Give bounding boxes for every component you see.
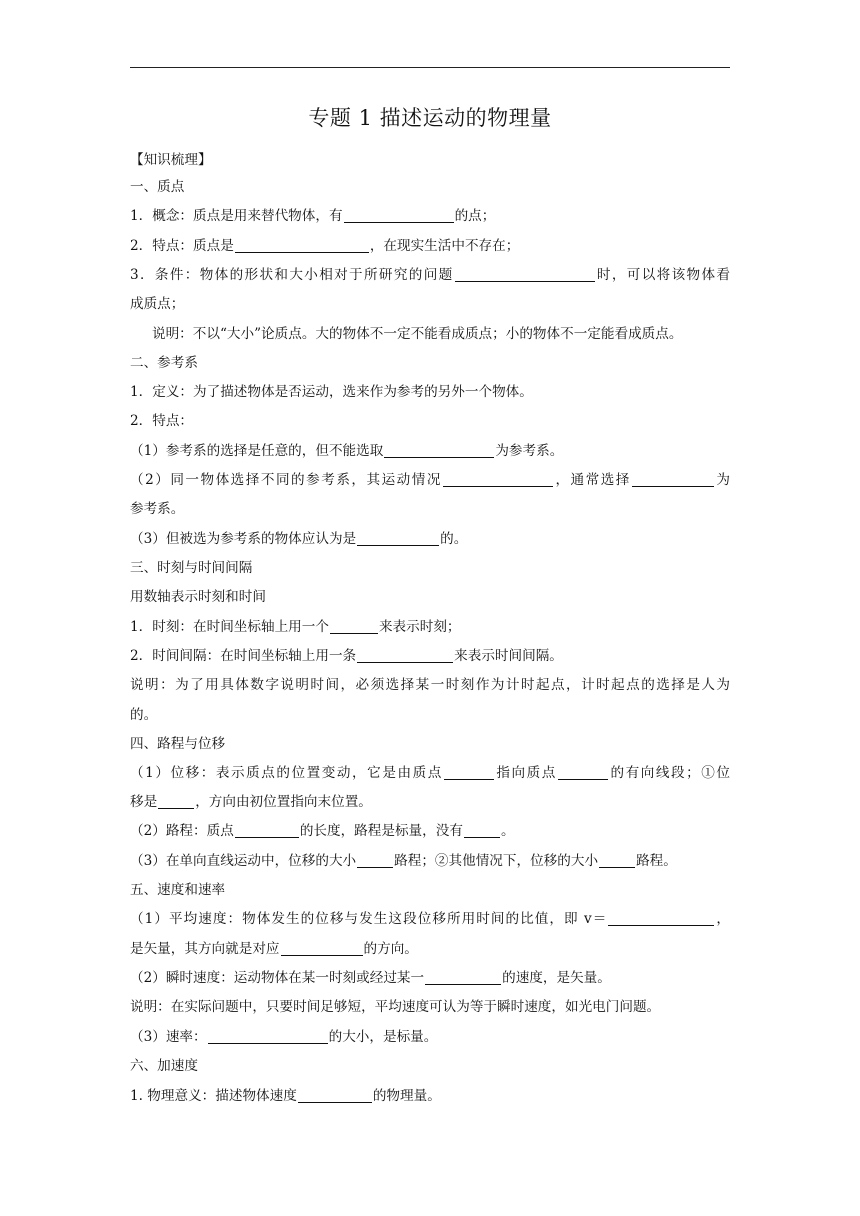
- text-line: 用数轴表示时刻和时间: [130, 589, 266, 605]
- text-line: [130, 470, 730, 490]
- text-segment: 是矢量，其方向就是对应: [130, 941, 280, 957]
- text-line: [130, 236, 730, 256]
- text-line: [130, 265, 730, 285]
- text-line: [130, 821, 730, 841]
- text-line: 四、路程与位移: [130, 736, 226, 752]
- text-segment: （2）瞬时速度：运动物体在某一时刻或经过某一: [130, 970, 425, 986]
- text-segment: （1）位移：表示质点的位置变动，它是由质点: [130, 765, 443, 781]
- fill-in-blank[interactable]: [608, 910, 714, 926]
- fill-in-blank[interactable]: [632, 471, 714, 487]
- text-line: 一、质点: [130, 179, 185, 195]
- text-line: [130, 1086, 730, 1106]
- text-segment: 的速度，是矢量。: [502, 970, 611, 986]
- fill-in-blank[interactable]: [558, 764, 608, 780]
- text-segment: 2．时间间隔：在时间坐标轴上用一条: [130, 648, 357, 664]
- text-line: [130, 763, 730, 783]
- fill-in-blank[interactable]: [443, 471, 553, 487]
- text-line: [130, 529, 730, 549]
- fill-in-blank[interactable]: [298, 1087, 372, 1103]
- text-segment: 路程；②其他情况下，位移的大小: [394, 853, 599, 869]
- text-segment: 的点；: [454, 208, 496, 224]
- text-line: [130, 441, 730, 461]
- text-segment: （3）在单向直线运动中，位移的大小: [130, 853, 357, 869]
- text-line: [130, 206, 730, 226]
- fill-in-blank[interactable]: [235, 822, 299, 838]
- text-line: [130, 968, 730, 988]
- text-segment: （3）但被选为参考系的物体应认为是: [130, 531, 357, 547]
- text-segment: 为参考系。: [495, 443, 564, 459]
- text-line: 成质点；: [130, 296, 185, 312]
- text-line: 1．定义：为了描述物体是否运动，选来作为参考的另外一个物体。: [130, 384, 533, 400]
- fill-in-blank[interactable]: [281, 940, 363, 956]
- text-line: 五、速度和速率: [130, 882, 226, 898]
- text-segment: 的物理量。: [372, 1088, 441, 1104]
- text-line: 的。: [130, 707, 158, 723]
- text-segment: 的方向。: [363, 941, 418, 957]
- text-segment: ，在现实生活中不存在；: [369, 238, 520, 254]
- fill-in-blank[interactable]: [208, 1028, 328, 1044]
- text-line: 2．特点：: [130, 413, 194, 429]
- text-segment: （3）速率：: [130, 1029, 207, 1045]
- text-segment: ，通常选择: [553, 472, 631, 488]
- text-line: [130, 1027, 730, 1047]
- page-title: 专题 1 描述运动的物理量: [308, 106, 552, 130]
- text-line: 六、加速度: [130, 1058, 198, 1074]
- text-segment: 2．特点：质点是: [130, 238, 234, 254]
- fill-in-blank[interactable]: [425, 969, 501, 985]
- fill-in-blank[interactable]: [599, 852, 635, 868]
- fill-in-blank[interactable]: [330, 618, 378, 634]
- text-segment: 的有向线段；①位: [608, 765, 731, 781]
- text-segment: （1）参考系的选择是任意的，但不能选取: [130, 443, 384, 459]
- text-segment: 指向质点: [494, 765, 557, 781]
- header-rule: [130, 67, 730, 68]
- text-line: [130, 851, 730, 871]
- text-segment: 3．条件：物体的形状和大小相对于所研究的问题: [130, 267, 454, 283]
- text-line: [130, 909, 730, 929]
- text-segment: 来表示时刻；: [378, 619, 461, 635]
- text-line: 二、参考系: [130, 355, 198, 371]
- text-segment: 1．时刻：在时间坐标轴上用一个: [130, 619, 329, 635]
- text-line: 三、时刻与时间间隔: [130, 560, 253, 576]
- fill-in-blank[interactable]: [357, 530, 439, 546]
- fill-in-blank[interactable]: [357, 852, 393, 868]
- fill-in-blank[interactable]: [384, 442, 494, 458]
- text-line: [130, 939, 730, 959]
- text-line: [130, 617, 730, 637]
- text-segment: 为: [714, 472, 730, 488]
- text-segment: （2）同一物体选择不同的参考系，其运动情况: [130, 472, 442, 488]
- text-line: 【知识梳理】: [130, 152, 212, 168]
- text-segment: （1）平均速度：物体发生的位移与发生这段位移所用时间的比值，即 v＝: [130, 911, 608, 927]
- fill-in-blank[interactable]: [344, 207, 454, 223]
- fill-in-blank[interactable]: [357, 647, 453, 663]
- text-segment: 来表示时间间隔。: [454, 648, 563, 664]
- text-segment: 时，可以将该物体看: [595, 267, 730, 283]
- text-segment: （2）路程：质点: [130, 823, 234, 839]
- fill-in-blank[interactable]: [444, 764, 494, 780]
- text-line: 说明：在实际问题中，只要时间足够短，平均速度可认为等于瞬时速度，如光电门问题。: [130, 999, 661, 1015]
- fill-in-blank[interactable]: [464, 822, 500, 838]
- text-segment: 1．概念：质点是用来替代物体，有: [130, 208, 343, 224]
- text-segment: 移是: [130, 794, 158, 810]
- fill-in-blank[interactable]: [235, 237, 369, 253]
- text-segment: 1. 物理意义：描述物体速度: [130, 1088, 297, 1104]
- text-segment: 的大小，是标量。: [328, 1029, 438, 1045]
- text-segment: ，方向由初位置指向末位置。: [195, 794, 372, 810]
- text-segment: 。: [500, 823, 515, 839]
- fill-in-blank[interactable]: [158, 793, 194, 809]
- text-segment: ，: [715, 911, 730, 927]
- fill-in-blank[interactable]: [455, 266, 595, 282]
- text-line: 说明：不以“大小”论质点。大的物体不一定不能看成质点；小的物体不一定能看成质点。: [152, 326, 683, 342]
- text-line: 参考系。: [130, 501, 185, 517]
- text-segment: 的。: [440, 531, 468, 547]
- text-line: [130, 646, 730, 666]
- text-line: [130, 792, 730, 812]
- text-segment: 的长度，路程是标量，没有: [299, 823, 463, 839]
- text-segment: 路程。: [636, 853, 677, 869]
- text-line: 说明：为了用具体数字说明时间，必须选择某一时刻作为计时起点，计时起点的选择是人为: [130, 677, 730, 693]
